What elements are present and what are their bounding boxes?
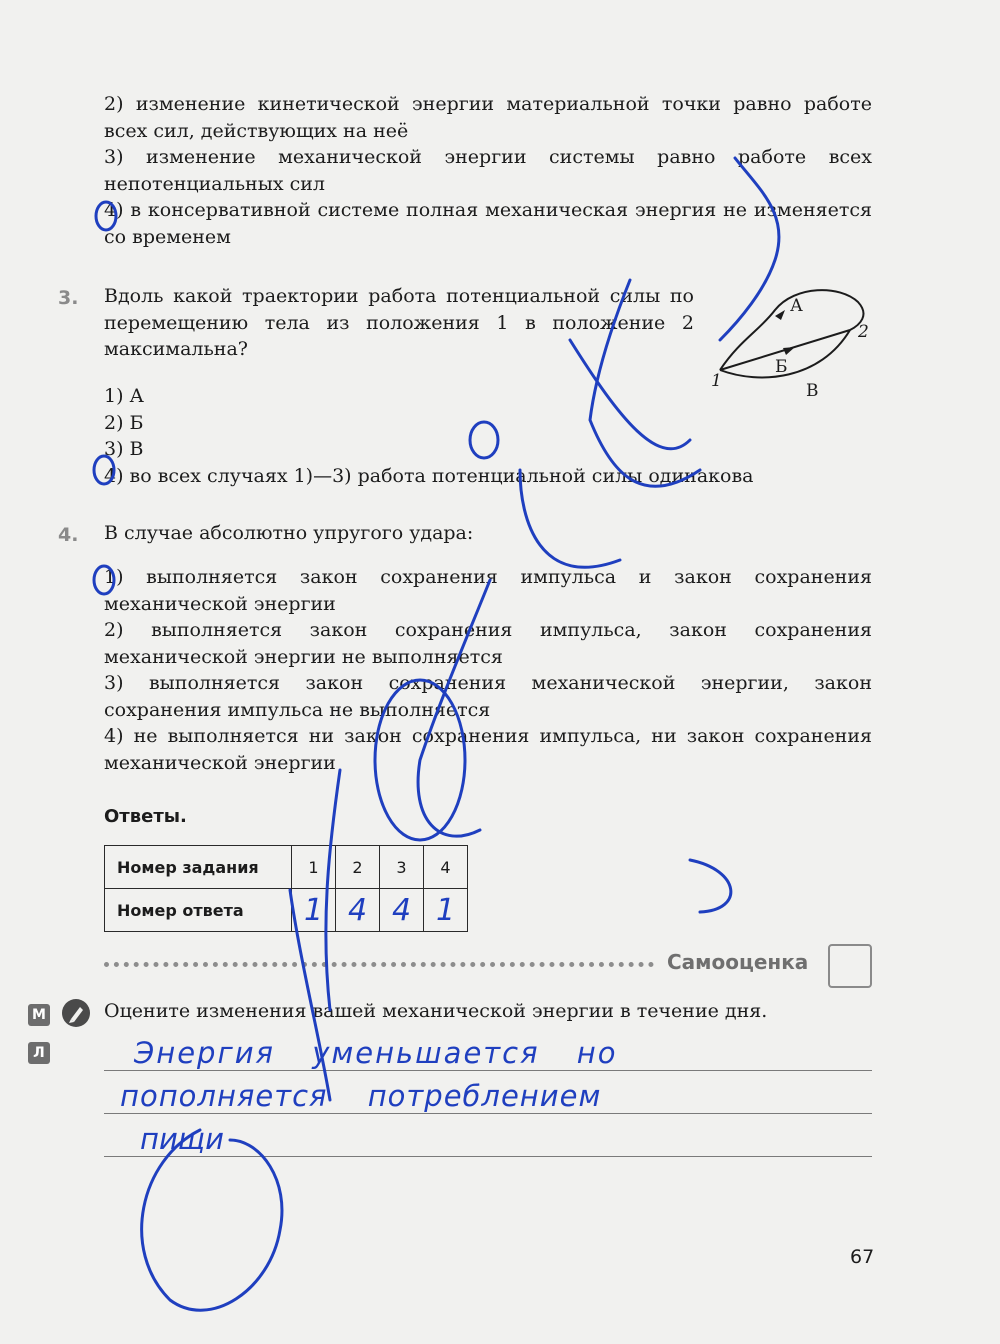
self-evaluation-label: Самооценка — [667, 950, 809, 974]
question-4-text: В случае абсолютно упругого удара: — [104, 522, 474, 544]
scribble-5-icon — [520, 470, 620, 567]
q4-option-2: 2) выполняется закон сохранения импульса, закон сохранения механической энергии не выполняется — [104, 619, 872, 668]
figure-label-b: Б — [775, 357, 788, 377]
badge-l-icon: Л — [28, 1042, 50, 1064]
task-cell-4: 4 — [424, 846, 468, 889]
q3-option-4: 4) во всех случаях 1)—3) работа потенциальной силы одинакова — [104, 464, 754, 487]
q3-option-1: 1) А — [104, 385, 144, 407]
scribble-11-icon — [690, 860, 731, 912]
badge-m-icon: М — [28, 1004, 50, 1026]
handwriting-line-3[interactable]: пищи — [140, 1122, 224, 1156]
row-label-answer: Номер ответа — [105, 889, 292, 932]
task-text: Оцените изменения вашей механической энергии в течение дня. — [104, 1000, 768, 1022]
row-label-task: Номер задания — [105, 846, 292, 889]
q2-option-3: 3) изменение механической энергии системы равно работе всех непотенциальных сил — [104, 146, 872, 195]
q2-option-2: 2) изменение кинетической энергии материальной точки равно работе всех сил, действующих на неё — [104, 93, 872, 142]
scribble-3-icon — [570, 340, 690, 449]
scribble-10-icon — [142, 1130, 282, 1310]
q3-option-3: 3) В — [104, 438, 144, 460]
answer-cell-3[interactable]: 4 — [380, 889, 424, 932]
task-cell-3: 3 — [380, 846, 424, 889]
question-4-number: 4. — [58, 524, 79, 546]
scribble-1-icon — [720, 158, 779, 340]
circle-mark-q4 — [94, 566, 114, 594]
circle-mark-q3 — [94, 456, 114, 484]
figure-point-2: 2 — [858, 322, 869, 342]
q2-option-4: 4) в консервативной системе полная механическая энергия не изменяется со временем — [104, 199, 872, 248]
circle-mark-q2 — [96, 202, 116, 230]
question-3-text: Вдоль какой траектории работа потенциальной силы по перемещению тела из положения 1 в положение 2 максимальна? — [104, 285, 694, 360]
q4-option-4: 4) не выполняется ни закон сохранения импульса, ни закон сохранения механической энергии — [104, 725, 872, 774]
answer-cell-4[interactable]: 1 — [424, 889, 468, 932]
q4-option-3: 3) выполняется закон сохранения механической энергии, закон сохранения импульса не выполняется — [104, 672, 872, 721]
page-number: 67 — [850, 1246, 875, 1268]
scribble-2-icon — [590, 280, 700, 486]
scribble-9-icon — [290, 890, 330, 1100]
handwriting-line-2[interactable]: пополняется потреблением — [120, 1079, 602, 1113]
figure-label-a: А — [790, 296, 803, 316]
answer-cell-2[interactable]: 4 — [336, 889, 380, 932]
figure-point-1: 1 — [711, 371, 722, 391]
q3-option-2: 2) Б — [104, 411, 144, 434]
figure-label-v: В — [806, 381, 819, 401]
task-cell-2: 2 — [336, 846, 380, 889]
answer-cell-1[interactable]: 1 — [292, 889, 336, 932]
scribble-4-icon — [470, 422, 498, 458]
question-3-number: 3. — [58, 287, 79, 309]
handwriting-line-1[interactable]: Энергия уменьшается но — [134, 1036, 618, 1070]
q4-option-1: 1) выполняется закон сохранения импульса и закон сохранения механической энергии — [104, 566, 872, 615]
task-cell-1: 1 — [292, 846, 336, 889]
answers-title: Ответы. — [104, 806, 187, 827]
scribble-8-icon — [326, 770, 340, 1010]
